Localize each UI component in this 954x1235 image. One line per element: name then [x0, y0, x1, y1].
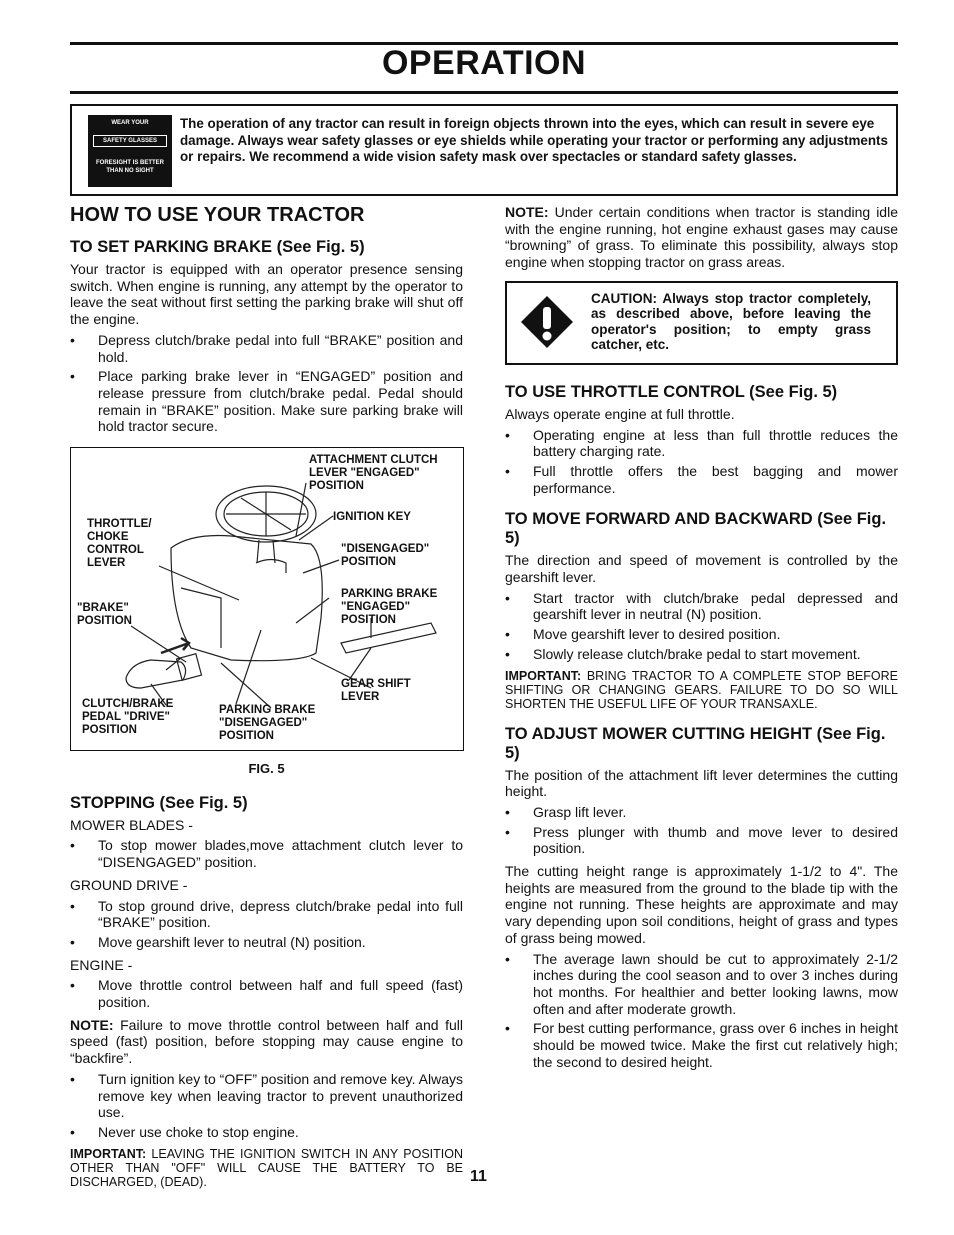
- tractor-controls-figure: [70, 447, 464, 751]
- label-throttle-choke: THROTTLE/ CHOKE CONTROL LEVER: [87, 518, 152, 570]
- list-item: • For best cutting performance, grass over 6 inches in height should be mowed twice. Make the first cut relatively high; the second to desired height.: [505, 1020, 898, 1070]
- label-clutch-brake-pedal: CLUTCH/BRAKE PEDAL "DRIVE" POSITION: [82, 698, 174, 737]
- ground-drive-list: [70, 898, 463, 951]
- cutting-height-list: [505, 804, 898, 857]
- label-parking-brake-disengaged: PARKING BRAKE "DISENGAGED" POSITION: [219, 704, 316, 743]
- caution-text: CAUTION: Always stop tractor completely, as described above, before leaving the operator's position; to empty grass catcher, etc.: [591, 290, 871, 353]
- caution-box: [505, 281, 898, 365]
- label-gear-shift: GEAR SHIFT LEVER: [341, 678, 411, 704]
- throttle-intro: Always operate engine at full throttle.: [505, 405, 735, 422]
- page-number: 11: [470, 1168, 487, 1185]
- list-item: • Slowly release clutch/brake pedal to start movement.: [505, 646, 898, 663]
- list-item: • Full throttle offers the best bagging and mower performance.: [505, 463, 898, 496]
- list-item: • To stop mower blades,move attachment clutch lever to “DISENGAGED” position.: [70, 837, 463, 870]
- badge-slogan: [88, 159, 172, 175]
- throttle-list: [505, 427, 898, 497]
- mower-blades-list: [70, 837, 463, 870]
- cutting-height-heading: TO ADJUST MOWER CUTTING HEIGHT (See Fig. 5): [505, 724, 886, 762]
- gear-change-important-note: [505, 669, 898, 711]
- browning-note: [505, 204, 898, 271]
- badge-line-4: THAN NO SIGHT: [106, 168, 154, 174]
- list-item: • Start tractor with clutch/brake pedal depressed and gearshift lever in neutral (N) position.: [505, 590, 898, 623]
- list-item: • Move gearshift lever to desired position.: [505, 626, 898, 643]
- list-item: • To stop ground drive, depress clutch/brake pedal into full “BRAKE” position.: [70, 898, 463, 931]
- move-list: [505, 590, 898, 663]
- ground-drive-label: GROUND DRIVE -: [70, 876, 188, 893]
- lawn-tips-list: [505, 951, 898, 1071]
- engine-list: [70, 977, 463, 1010]
- note-label: NOTE:: [70, 1016, 114, 1033]
- title-underline: [70, 91, 898, 94]
- badge-line-3: FORESIGHT IS BETTER: [95, 160, 164, 166]
- parking-brake-heading: TO SET PARKING BRAKE (See Fig. 5): [70, 238, 365, 256]
- list-item: • Turn ignition key to “OFF” position and remove key. Always remove key when leaving tractor to prevent unauthorized use.: [70, 1071, 463, 1121]
- safety-warning-box: [70, 104, 898, 196]
- list-item: • Depress clutch/brake pedal into full “BRAKE” position and hold.: [70, 332, 463, 365]
- parking-brake-list: [70, 332, 463, 435]
- throttle-heading: TO USE THROTTLE CONTROL (See Fig. 5): [505, 382, 838, 401]
- note-text: Under certain conditions when tractor is standing idle with the engine running, hot engine exhaust gases may cause “browning” of grass. To eliminate this possibility, always stop engine when stopping tractor on grass areas.: [505, 204, 898, 271]
- cutting-height-intro: The position of the attachment lift lever determines the cutting height.: [505, 766, 898, 800]
- list-item: • Place parking brake lever in “ENGAGED” position and release pressure from clutch/brake pedal. Pedal should remain in “BRAKE” position. Make sure parking brake will hold tractor secure.: [70, 368, 463, 435]
- cutting-height-paragraph: The cutting height range is approximately 1-1/2 to 4". The heights are measured from the ground to the blade tip with the engine not running. These heights are approximate and may vary depending upon soil conditions, height of grass and types of grass being mowed.: [505, 863, 898, 946]
- label-attachment-clutch: ATTACHMENT CLUTCH LEVER "ENGAGED" POSITION: [309, 454, 438, 493]
- important-label: IMPORTANT:: [70, 1146, 147, 1161]
- move-heading: TO MOVE FORWARD AND BACKWARD (See Fig. 5): [505, 510, 887, 548]
- label-ignition-key: IGNITION KEY: [333, 511, 411, 524]
- ignition-important-note: [70, 1147, 463, 1189]
- important-text: LEAVING THE IGNITION SWITCH IN ANY POSITION OTHER THAN "OFF" WILL CAUSE THE BATTERY TO BE DISCHARGED, (DEAD).: [70, 1146, 463, 1189]
- important-text: BRING TRACTOR TO A COMPLETE STOP BEFORE SHIFTING OR CHANGING GEARS. FAILURE TO DO SO WILL SHORTEN THE USEFUL LIFE OF YOUR TRANSAXLE.: [505, 668, 898, 711]
- list-item: • Grasp lift lever.: [505, 804, 898, 821]
- badge-line-1: WEAR YOUR: [111, 120, 149, 126]
- section-heading: HOW TO USE YOUR TRACTOR: [70, 204, 365, 226]
- label-brake-position: "BRAKE" POSITION: [77, 602, 132, 628]
- list-item: • Move gearshift lever to neutral (N) position.: [70, 934, 463, 951]
- move-intro: The direction and speed of movement is controlled by the gearshift lever.: [505, 552, 898, 586]
- caution-icon: [519, 294, 575, 350]
- backfire-note: [70, 1017, 463, 1067]
- list-item: • The average lawn should be cut to approximately 2-1/2 inches during the cool season and to over 3 inches during hot months. For healthier and better looking lawns, mow often and after moderate growth.: [505, 951, 898, 1018]
- figure-caption: FIG. 5: [248, 761, 285, 777]
- final-stop-list: [70, 1071, 463, 1141]
- page-title: OPERATION: [381, 44, 587, 82]
- mower-blades-label: MOWER BLADES -: [70, 816, 193, 833]
- parking-brake-intro: Your tractor is equipped with an operator presence sensing switch. When engine is running, any attempt by the operator to leave the seat without first setting the parking brake will shut off the engine.: [70, 261, 463, 328]
- badge-line-2: SAFETY GLASSES: [93, 135, 167, 147]
- label-disengaged: "DISENGAGED" POSITION: [341, 543, 430, 569]
- safety-warning-text: The operation of any tractor can result in foreign objects thrown into the eyes, which can result in severe eye damage. Always wear safety glasses or eye shields while operating your tractor or performing any adjustments or repairs. We recommend a wide vision safety mask over spectacles or standard safety glasses.: [180, 116, 888, 164]
- note-text: Failure to move throttle control between half and full speed (fast) position, before stopping may cause engine to “backfire”.: [70, 1016, 463, 1067]
- note-label: NOTE:: [505, 204, 549, 220]
- list-item: • Move throttle control between half and full speed (fast) position.: [70, 977, 463, 1010]
- label-parking-brake-engaged: PARKING BRAKE "ENGAGED" POSITION: [341, 588, 438, 627]
- list-item: • Operating engine at less than full throttle reduces the battery charging rate.: [505, 427, 898, 460]
- safety-glasses-badge: [88, 115, 172, 187]
- left-column: [70, 204, 463, 1195]
- list-item: • Press plunger with thumb and move lever to desired position.: [505, 824, 898, 857]
- list-item: • Never use choke to stop engine.: [70, 1124, 463, 1141]
- stopping-heading: STOPPING (See Fig. 5): [70, 793, 248, 812]
- engine-label: ENGINE -: [70, 956, 133, 973]
- important-label: IMPORTANT:: [505, 668, 582, 683]
- right-column: [505, 204, 898, 1077]
